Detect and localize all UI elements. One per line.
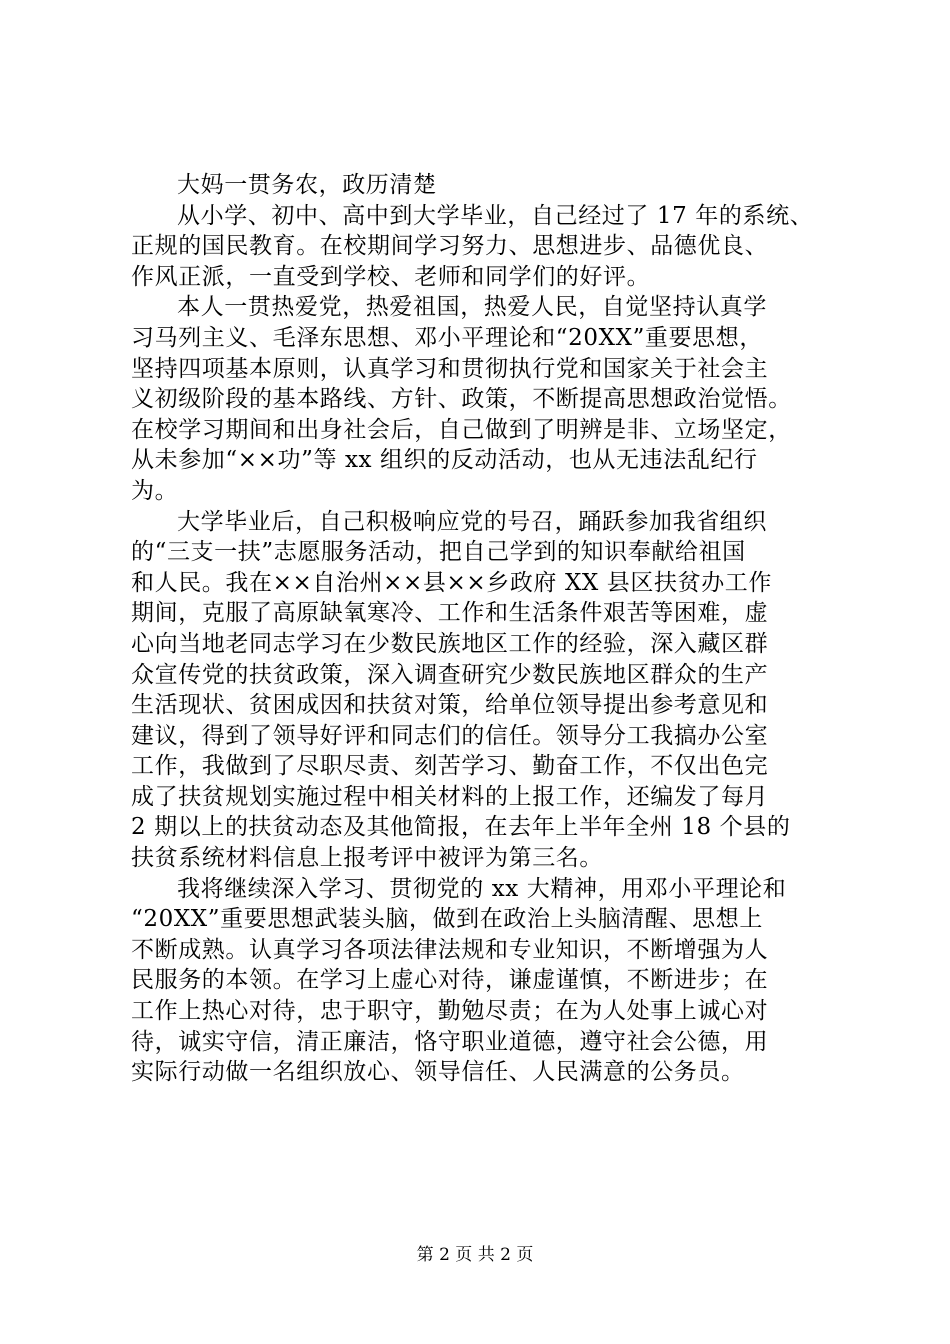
text-line: 义初级阶段的基本路线、方针、政策，不断提高思想政治觉悟。 (131, 386, 792, 413)
text-line: 作风正派，一直受到学校、老师和同学们的好评。 (131, 263, 651, 290)
text-line: 工作上热心对待，忠于职守，勤勉尽责；在为人处事上诚心对 (131, 998, 769, 1025)
text-line: 坚持四项基本原则，认真学习和贯彻执行党和国家关于社会主 (131, 355, 769, 382)
text-line: 大妈一贯务农，政历清楚 (177, 172, 437, 198)
text-line: 民服务的本领。在学习上虚心对待，谦虚谨慎，不断进步；在 (131, 967, 769, 994)
text-line: 2 期以上的扶贫动态及其他简报，在去年上半年全州 18 个县的 (131, 814, 791, 841)
text-line: 工作，我做到了尽职尽责、刻苦学习、勤奋工作，不仅出色完 (131, 753, 769, 780)
text-line: 众宣传党的扶贫政策，深入调查研究少数民族地区群众的生产 (131, 661, 769, 688)
document-body (131, 170, 831, 1088)
text-line: 待，诚实守信，清正廉洁，恪守职业道德，遵守社会公德，用 (131, 1028, 769, 1055)
text-line: 从小学、初中、高中到大学毕业，自己经过了 17 年的系统、 (177, 202, 814, 229)
text-line: 和人民。我在××自治州××县××乡政府 XX 县区扶贫办工作 (131, 569, 772, 596)
page-footer: 第 2 页 共 2 页 (416, 1245, 534, 1265)
text-line: 习马列主义、毛泽东思想、邓小平理论和“20XX”重要思想， (131, 324, 763, 351)
text-line: 建议，得到了领导好评和同志们的信任。领导分工我搞办公室 (131, 722, 769, 749)
text-line: 的“三支一扶”志愿服务活动，把自己学到的知识奉献给祖国 (131, 539, 746, 566)
text-line: 实际行动做一名组织放心、领导信任、人民满意的公务员。 (131, 1059, 745, 1086)
text-line: 本人一贯热爱党，热爱祖国，热爱人民，自觉坚持认真学 (177, 294, 767, 321)
text-line: 在校学习期间和出身社会后，自己做到了明辨是非、立场坚定， (131, 416, 792, 443)
text-line: 为。 (131, 477, 179, 504)
text-line: 成了扶贫规划实施过程中相关材料的上报工作，还编发了每月 (131, 783, 769, 810)
text-line: 期间，克服了高原缺氧寒冷、工作和生活条件艰苦等困难，虚 (131, 600, 769, 627)
text-line: 正规的国民教育。在校期间学习努力、思想进步、品德优良、 (131, 233, 769, 260)
text-line: 生活现状、贫困成因和扶贫对策，给单位领导提出参考意见和 (131, 692, 769, 719)
text-line: 我将继续深入学习、贯彻党的 xx 大精神，用邓小平理论和 (177, 875, 787, 902)
text-line: 心向当地老同志学习在少数民族地区工作的经验，深入藏区群 (131, 630, 769, 657)
text-line: 不断成熟。认真学习各项法律法规和专业知识，不断增强为人 (131, 936, 769, 963)
text-line: 扶贫系统材料信息上报考评中被评为第三名。 (131, 845, 603, 872)
text-line: 大学毕业后，自己积极响应党的号召，踊跃参加我省组织 (177, 508, 767, 535)
text-line: 从未参加“××功”等 xx 组织的反动活动，也从无违法乱纪行 (131, 447, 758, 474)
text-line: “20XX”重要思想武装头脑，做到在政治上头脑清醒、思想上 (131, 906, 763, 933)
